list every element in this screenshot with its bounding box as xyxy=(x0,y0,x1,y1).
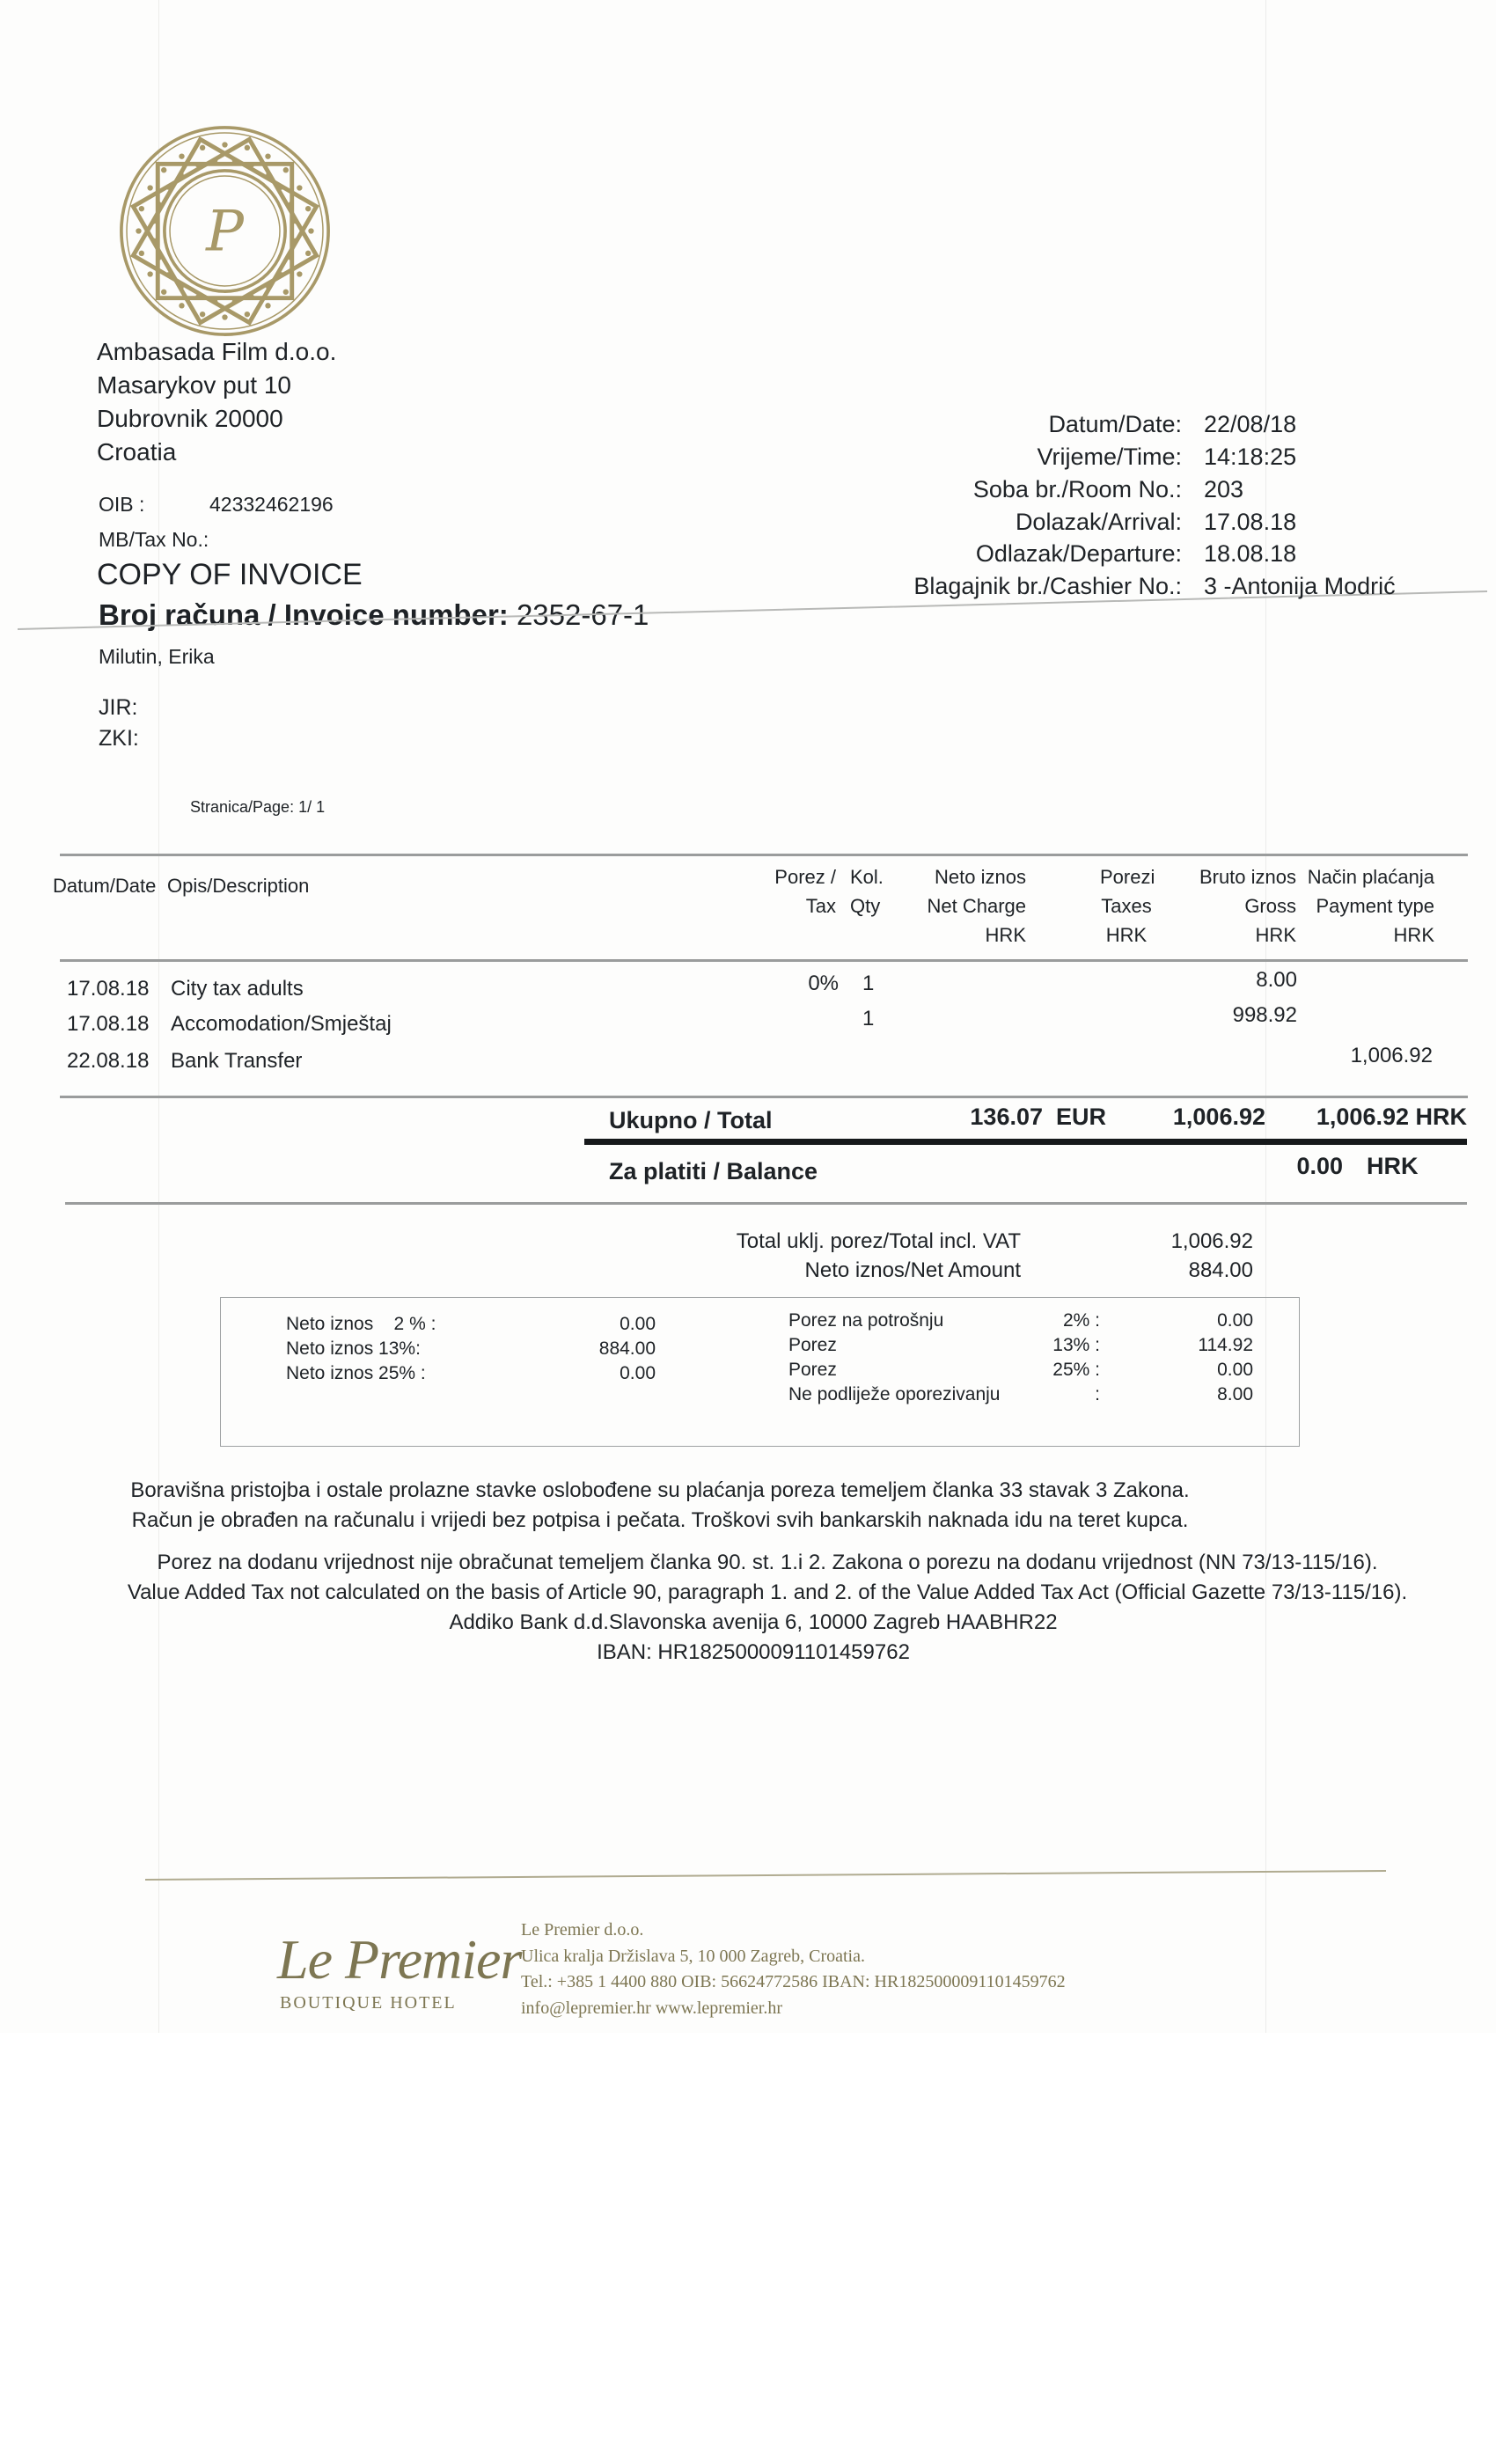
logo-dot xyxy=(157,202,161,206)
total-eur-value: 136.07 xyxy=(970,1104,1043,1130)
logo-dot xyxy=(279,272,283,276)
logo-dot xyxy=(180,285,184,290)
table-top-rule xyxy=(60,854,1468,856)
legal-note: Boravišna pristojba i ostale prolazne stavke oslobođene su plaćanja poreza temeljem članka 33 stavak 3 Zakona. xyxy=(130,1478,1190,1502)
meta-value: 22/08/18 xyxy=(1204,411,1297,437)
logo-dot xyxy=(136,228,141,233)
logo-dot xyxy=(195,295,200,299)
logo-dot xyxy=(179,153,184,158)
tax-rate-value: 114.92 xyxy=(1198,1335,1253,1355)
total-payment-value: 1,006.92 HRK xyxy=(1316,1104,1467,1130)
copy-title: COPY OF INVOICE xyxy=(97,558,363,591)
row-date: 17.08.18 xyxy=(67,977,150,1001)
col-payment-header-line3: HRK xyxy=(1393,924,1434,946)
tax-rate-label: Porez na potrošnju xyxy=(788,1310,944,1331)
logo-dot xyxy=(283,290,289,295)
tax-rate-percent: 2% : xyxy=(1062,1310,1100,1331)
tax-rate-percent: : xyxy=(1095,1384,1100,1404)
net-rate-value: 0.00 xyxy=(620,1363,656,1383)
footer-brand-logo: Le Premier xyxy=(277,1928,522,1991)
logo-dot xyxy=(139,251,144,256)
page-value: 1/ 1 xyxy=(298,798,326,816)
col-taxes-header-line1: Porezi xyxy=(1100,866,1155,888)
logo-dot xyxy=(250,295,254,299)
logo-dot xyxy=(279,186,283,190)
balance-currency: HRK xyxy=(1367,1153,1419,1179)
logo-dot xyxy=(147,185,152,190)
logo-dot xyxy=(297,271,302,276)
logo-dot xyxy=(200,312,205,317)
tax-rate-value: 0.00 xyxy=(1217,1360,1253,1380)
col-tax-header-line2: Tax xyxy=(805,895,836,917)
net-rate-value: 884.00 xyxy=(598,1338,656,1359)
customer-company: Ambasada Film d.o.o. xyxy=(97,338,337,365)
footer-tagline: BOUTIQUE HOTEL xyxy=(280,1993,457,2013)
tax-no-label: MB/Tax No.: xyxy=(99,528,209,551)
tax-rate-value: 0.00 xyxy=(1217,1310,1253,1331)
logo-dot xyxy=(152,238,157,243)
col-taxes-header-line2: Taxes xyxy=(1101,895,1152,917)
logo-dot xyxy=(222,142,227,147)
logo-dot xyxy=(222,314,227,319)
col-date-header: Datum/Date xyxy=(53,875,157,897)
tax-rate-percent: 13% : xyxy=(1052,1335,1100,1355)
col-payment-header xyxy=(1308,862,1434,950)
invoice-number-value: 2352-67-1 xyxy=(516,598,649,631)
meta-label: Odlazak/Departure: xyxy=(975,540,1182,567)
logo-dot xyxy=(266,285,270,290)
col-net-header-line3: HRK xyxy=(985,924,1026,946)
tax-rate-label: Ne podliježe oporezivanju xyxy=(788,1384,1001,1404)
logo-dot xyxy=(245,312,250,317)
col-net-header-line2: Net Charge xyxy=(927,895,1026,917)
col-gross-header-line1: Bruto iznos xyxy=(1199,866,1296,888)
total-incl-vat-label: Total uklj. porez/Total incl. VAT xyxy=(736,1229,1021,1253)
logo-dot xyxy=(166,272,171,276)
balance-label: Za platiti / Balance xyxy=(609,1158,818,1184)
col-qty-header xyxy=(850,862,884,920)
zki-label: ZKI: xyxy=(99,726,139,751)
page-indicator xyxy=(190,798,325,817)
tax-rate-label: Porez xyxy=(788,1360,837,1380)
guest-name: Milutin, Erika xyxy=(99,645,215,668)
col-payment-header-line1: Način plaćanja xyxy=(1307,866,1434,888)
row-date: 17.08.18 xyxy=(67,1012,150,1036)
logo-dot xyxy=(139,206,144,211)
row-payment: 1,006.92 xyxy=(1350,1044,1433,1067)
net-amount-value: 884.00 xyxy=(1188,1258,1253,1282)
logo-dot xyxy=(200,145,205,150)
col-net-header-line1: Neto iznos xyxy=(935,866,1026,888)
logo-dot xyxy=(245,145,250,150)
logo-dot xyxy=(305,251,311,256)
table-header-rule xyxy=(60,959,1468,962)
customer-country: Croatia xyxy=(97,438,177,466)
footer-contact: Tel.: +385 1 4400 880 OIB: 56624772586 IBAN: HR1825000091101459762 xyxy=(521,1972,1066,1991)
col-gross-header xyxy=(1199,862,1296,950)
invoice-number-label: Broj računa / Invoice number: xyxy=(99,598,509,631)
net-rate-value: 0.00 xyxy=(620,1314,656,1334)
legal-note: Račun je obrađen na računalu i vrijedi bez potpisa i pečata. Troškovi svih bankarskih naknada idu na teret kupca. xyxy=(131,1508,1189,1532)
logo-dot xyxy=(293,220,297,224)
logo-dot xyxy=(180,172,184,177)
row-description: Bank Transfer xyxy=(171,1049,303,1073)
net-rate-label: Neto iznos 2 % : xyxy=(286,1314,436,1334)
legal-note: IBAN: HR1825000091101459762 xyxy=(597,1640,910,1664)
legal-note: Addiko Bank d.d.Slavonska avenija 6, 10000 Zagreb HAABHR22 xyxy=(449,1610,1058,1634)
logo-dot xyxy=(161,290,166,295)
total-incl-vat-value: 1,006.92 xyxy=(1170,1229,1253,1253)
row-tax: 0% xyxy=(808,972,839,995)
logo-dot xyxy=(152,220,157,224)
jir-label: JIR: xyxy=(99,695,138,720)
meta-value: 203 xyxy=(1204,476,1244,502)
logo-dot xyxy=(157,256,161,260)
tax-rate-percent: 25% : xyxy=(1052,1360,1100,1380)
total-gross-value: 1,006.92 xyxy=(1172,1104,1265,1130)
col-qty-header-line1: Kol. xyxy=(850,866,884,888)
logo-dot xyxy=(265,153,270,158)
col-payment-header-line2: Payment type xyxy=(1316,895,1434,917)
row-date: 22.08.18 xyxy=(67,1049,150,1073)
meta-value: 14:18:25 xyxy=(1204,444,1297,470)
footer-company: Le Premier d.o.o. xyxy=(521,1920,644,1940)
logo-dot xyxy=(232,158,237,163)
logo-dot xyxy=(161,167,166,172)
logo-dot xyxy=(289,202,293,206)
footer-rule xyxy=(141,1866,1390,1883)
col-gross-header-line2: Gross xyxy=(1244,895,1296,917)
logo-monogram: P xyxy=(206,199,244,265)
row-qty: 1 xyxy=(862,1007,875,1030)
col-taxes-header-line3: HRK xyxy=(1105,924,1148,946)
net-rate-label: Neto iznos 25% : xyxy=(286,1363,426,1383)
logo-dot xyxy=(308,228,313,233)
col-tax-header xyxy=(774,862,836,920)
logo-dot xyxy=(179,303,184,308)
logo-dot xyxy=(147,271,152,276)
meta-label: Vrijeme/Time: xyxy=(1037,444,1182,470)
logo-dot xyxy=(265,303,270,308)
footer-web: info@lepremier.hr www.lepremier.hr xyxy=(521,1998,783,2018)
tax-rate-value: 8.00 xyxy=(1217,1384,1253,1404)
col-qty-header-line2: Qty xyxy=(850,895,881,917)
logo-dot xyxy=(214,158,218,163)
logo-dot xyxy=(232,299,237,304)
logo-dot xyxy=(266,172,270,177)
legal-note: Porez na dodanu vrijednost nije obračunat temeljem članka 90. st. 1.i 2. Zakona o porezu na dodanu vrijednost (NN 73/13-115/16). xyxy=(157,1551,1378,1574)
legal-note: Value Added Tax not calculated on the basis of Article 90, paragraph 1. and 2. of the Value Added Tax Act (Official Gazette 73/13-115/16). xyxy=(127,1580,1408,1604)
logo-dot xyxy=(289,256,293,260)
tax-rate-label: Porez xyxy=(788,1335,837,1355)
footer-address: Ulica kralja Držislava 5, 10 000 Zagreb, Croatia. xyxy=(521,1947,865,1966)
logo-dot xyxy=(214,299,218,304)
net-amount-label: Neto iznos/Net Amount xyxy=(804,1258,1021,1282)
total-label: Ukupno / Total xyxy=(609,1107,773,1133)
meta-value: 17.08.18 xyxy=(1204,509,1297,535)
meta-value: 3 -Antonija Modrić xyxy=(1204,573,1396,599)
hotel-seal-logo xyxy=(117,123,333,339)
customer-city: Dubrovnik 20000 xyxy=(97,405,283,432)
balance-rule xyxy=(65,1202,1467,1205)
table-bottom-rule xyxy=(60,1096,1468,1098)
total-eur-currency: EUR xyxy=(1056,1104,1107,1130)
row-gross: 998.92 xyxy=(1232,1003,1297,1027)
logo-dot xyxy=(195,163,200,167)
logo-dot xyxy=(250,163,254,167)
logo-dot xyxy=(297,185,302,190)
meta-value: 18.08.18 xyxy=(1204,540,1297,567)
logo-dot xyxy=(166,186,171,190)
logo-dot xyxy=(293,238,297,243)
meta-label: Datum/Date: xyxy=(1048,411,1182,437)
net-rate-label: Neto iznos 13%: xyxy=(286,1338,421,1359)
meta-label: Soba br./Room No.: xyxy=(972,476,1182,502)
row-description: Accomodation/Smještaj xyxy=(171,1012,392,1036)
balance-value: 0.00 xyxy=(1296,1153,1343,1179)
row-qty: 1 xyxy=(862,972,875,995)
logo-dot xyxy=(283,167,289,172)
row-description: City tax adults xyxy=(171,977,304,1001)
total-thick-rule xyxy=(584,1139,1467,1145)
oib-label: OIB : xyxy=(99,493,145,516)
col-gross-header-line3: HRK xyxy=(1255,924,1296,946)
oib-value: 42332462196 xyxy=(209,493,334,516)
page-label: Stranica/Page: xyxy=(190,798,295,816)
col-description-header: Opis/Description xyxy=(167,875,310,897)
row-gross: 8.00 xyxy=(1256,968,1297,992)
col-taxes-header xyxy=(1100,862,1153,950)
col-tax-header-line1: Porez / xyxy=(774,866,836,888)
col-net-header xyxy=(927,862,1026,950)
logo-dot xyxy=(305,206,311,211)
meta-label: Blagajnik br./Cashier No.: xyxy=(913,573,1182,599)
customer-street: Masarykov put 10 xyxy=(97,371,291,399)
meta-label: Dolazak/Arrival: xyxy=(1015,509,1182,535)
